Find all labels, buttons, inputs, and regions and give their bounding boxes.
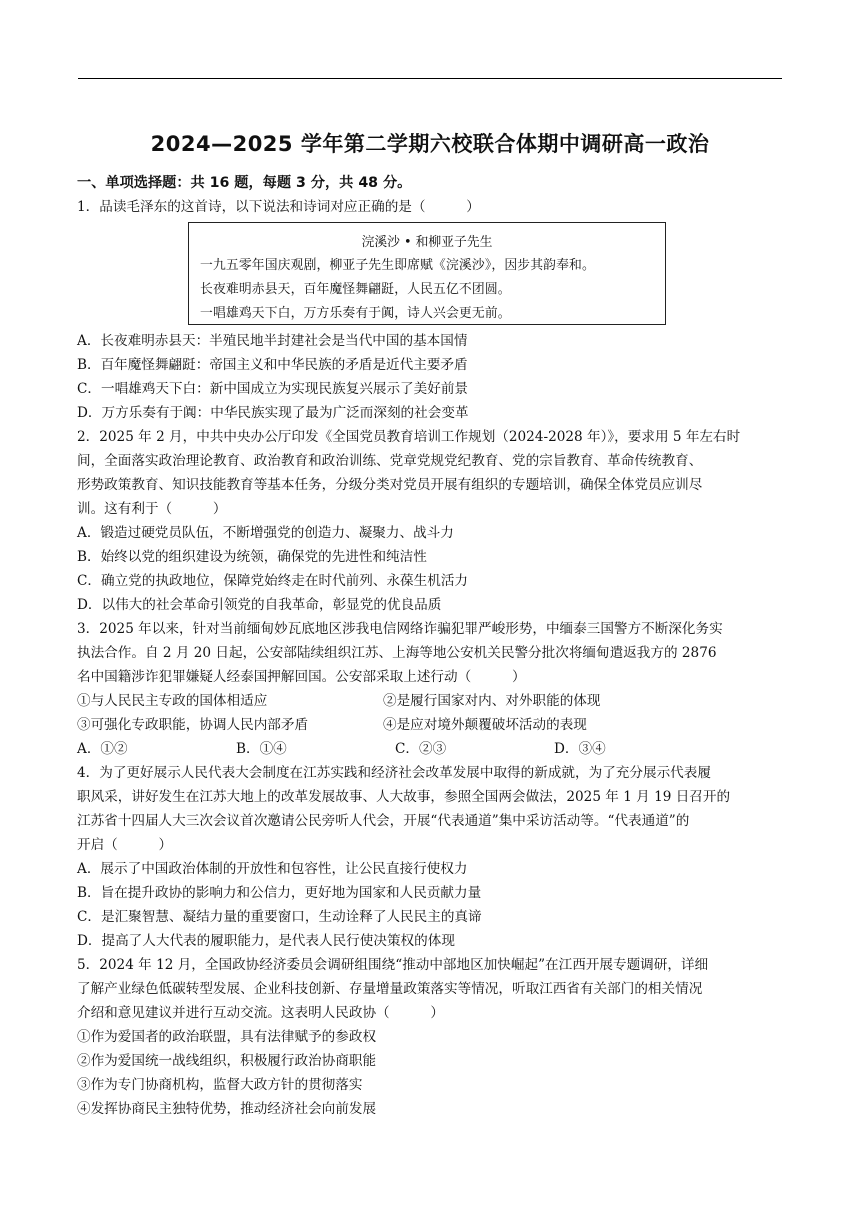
q3-statement-2: ②是履行国家对内、对外职能的体现 <box>383 693 601 709</box>
q5-statement-4: ④发挥协商民主独特优势，推动经济社会向前发展 <box>77 1101 377 1117</box>
q1-option-c: C．一唱雄鸡天下白：新中国成立为实现民族复兴展示了美好前景 <box>77 381 469 397</box>
q4-stem-line: 江苏省十四届人大三次会议首次邀请公民旁听人代会，开展“代表通道”集中采访活动等。“代表通道”的 <box>77 813 690 829</box>
poem-line: 一唱雄鸡天下白，万方乐奏有于阗，诗人兴会更无前。 <box>200 306 511 321</box>
poem-line: 一九五零年国庆观剧，柳亚子先生即席赋《浣溪沙》，因步其韵奉和。 <box>200 258 595 273</box>
q4-option-a: A．展示了中国政治体制的开放性和包容性，让公民直接行使权力 <box>77 861 468 877</box>
q1-stem: 1．品读毛泽东的这首诗，以下说法和诗词对应正确的是（ ） <box>77 199 480 215</box>
q2-stem-line: 形势政策教育、知识技能教育等基本任务，分级分类对党员开展有组织的专题培训，确保全体党员应训尽 <box>77 477 703 493</box>
q3-choice-b: B．①④ <box>236 741 287 757</box>
exam-title: 2024—2025 学年第二学期六校联合体期中调研高一政治 <box>150 132 710 156</box>
q3-statement-4: ④是应对境外颠覆破坏活动的表现 <box>383 717 587 733</box>
q3-choice-a: A．①② <box>77 741 128 757</box>
q4-option-c: C．是汇聚智慧、凝结力量的重要窗口，生动诠释了人民民主的真谛 <box>77 909 482 925</box>
q2-stem-line: 2．2025 年 2 月，中共中央办公厅印发《全国党员教育培训工作规划（2024-2028 年）》，要求用 5 年左右时 <box>77 429 741 445</box>
section-heading: 一、单项选择题：共 16 题，每题 3 分，共 48 分。 <box>77 175 412 191</box>
q4-stem-line: 职风采，讲好发生在江苏大地上的改革发展故事、人大故事，参照全国两会做法，2025 年 1 月 19 日召开的 <box>77 789 731 805</box>
q3-choice-d: D．③④ <box>554 741 606 757</box>
q2-stem-line: 训。这有利于（ ） <box>77 501 227 517</box>
poem-box <box>188 222 666 325</box>
q1-option-d: D．万方乐奏有于阗：中华民族实现了最为广泛而深刻的社会变革 <box>77 405 469 421</box>
q2-option-c: C．确立党的执政地位，保障党始终走在时代前列、永葆生机活力 <box>77 573 469 589</box>
q3-stem-line: 执法合作。自 2 月 20 日起，公安部陆续组织江苏、上海等地公安机关民警分批次将缅甸遣返我方的 2876 <box>77 645 717 661</box>
poem-line: 长夜难明赤县天，百年魔怪舞翩跹，人民五亿不团圆。 <box>200 282 511 297</box>
q3-statement-1: ①与人民民主专政的国体相适应 <box>77 693 268 709</box>
q4-option-d: D．提高了人大代表的履职能力，是代表人民行使决策权的体现 <box>77 933 455 949</box>
q2-stem-line: 间，全面落实政治理论教育、政治教育和政治训练、党章党规党纪教育、党的宗旨教育、革命传统教育、 <box>77 453 703 469</box>
q1-option-a: A．长夜难明赤县天：半殖民地半封建社会是当代中国的基本国情 <box>77 333 468 349</box>
q3-stem-line: 3．2025 年以来，针对当前缅甸妙瓦底地区涉我电信网络诈骗犯罪严峻形势，中缅泰三国警方不断深化务实 <box>77 621 723 637</box>
poem-title: 浣溪沙 • 和柳亚子先生 <box>361 235 493 250</box>
q2-option-d: D．以伟大的社会革命引领党的自我革命，彰显党的优良品质 <box>77 597 442 613</box>
q3-statement-3: ③可强化专政职能，协调人民内部矛盾 <box>77 717 309 733</box>
q1-option-b: B．百年魔怪舞翩跹：帝国主义和中华民族的矛盾是近代主要矛盾 <box>77 357 468 373</box>
q4-stem-line: 开启（ ） <box>77 837 173 853</box>
q2-option-b: B．始终以党的组织建设为统领，确保党的先进性和纯洁性 <box>77 549 427 565</box>
q5-stem-line: 了解产业绿色低碳转型发展、企业科技创新、存量增量政策落实等情况，听取江西省有关部门的相关情况 <box>77 981 703 997</box>
q5-statement-3: ③作为专门协商机构，监督大政方针的贯彻落实 <box>77 1077 363 1093</box>
q4-stem-line: 4．为了更好展示人民代表大会制度在江苏实践和经济社会改革发展中取得的新成就，为了充分展示代表履 <box>77 765 711 781</box>
q4-option-b: B．旨在提升政协的影响力和公信力，更好地为国家和人民贡献力量 <box>77 885 482 901</box>
q2-option-a: A．锻造过硬党员队伍，不断增强党的创造力、凝聚力、战斗力 <box>77 525 454 541</box>
q3-stem-line: 名中国籍涉诈犯罪嫌疑人经泰国押解回国。公安部采取上述行动（ ） <box>77 669 526 685</box>
q3-choice-c: C．②③ <box>395 741 447 757</box>
q5-stem-line: 5．2024 年 12 月，全国政协经济委员会调研组围绕“推动中部地区加快崛起”在江西开展专题调研，详细 <box>77 957 709 973</box>
q5-statement-1: ①作为爱国者的政治联盟，具有法律赋予的参政权 <box>77 1029 377 1045</box>
q5-stem-line: 介绍和意见建议并进行互动交流。这表明人民政协（ ） <box>77 1005 445 1021</box>
header-rule <box>78 78 782 79</box>
q5-statement-2: ②作为爱国统一战线组织，积极履行政治协商职能 <box>77 1053 377 1069</box>
